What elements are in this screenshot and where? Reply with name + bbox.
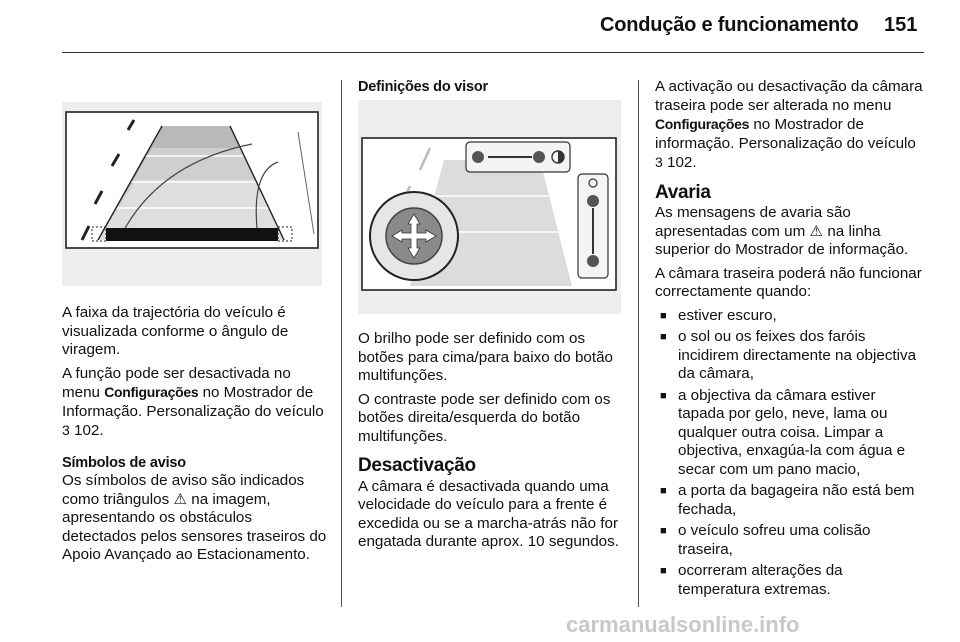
warning-symbols-paragraph [62, 472, 328, 565]
fault-heading: Avaria [655, 181, 711, 203]
text-span: As mensagens de avaria são apresentadas com um [655, 204, 851, 240]
display-settings-figure [358, 100, 621, 314]
list-item: ■ ocorreram alterações da temperatura extremas. [655, 562, 925, 599]
contrast-paragraph: O contraste pode ser definido com os botões direita/esquerda do botão multifunções. [358, 390, 611, 445]
settings-keyword: Configurações [655, 116, 750, 132]
list-item: ■ o veículo sofreu uma colisão traseira, [655, 522, 925, 559]
trajectory-illustration [62, 102, 322, 286]
page-reference-icon: 3 [62, 422, 70, 438]
activation-paragraph [655, 78, 925, 173]
header-rule [62, 52, 924, 53]
rear-camera-trajectory-figure [62, 102, 322, 286]
column-2-heading-block [358, 78, 624, 111]
malfunction-list [655, 307, 925, 600]
page-header-title: Condução e funcionamento [600, 14, 859, 36]
text-span: A função pode ser desactivada no menu [62, 364, 291, 401]
spacer [62, 446, 328, 454]
deactivate-paragraph [62, 365, 328, 441]
column-divider-1 [341, 80, 342, 607]
watermark: carmanualsonline.info [566, 612, 800, 637]
page-number: 151 [884, 14, 918, 36]
text-span: A activação ou desactivação da câmara traseira pode ser alterada no menu [655, 78, 923, 114]
malfunction-intro: A câmara traseira poderá não funcionar correctamente quando: [655, 264, 922, 300]
fault-messages-paragraph [655, 204, 925, 260]
deactivation-paragraph: A câmara é desactivada quando uma velocidade do veículo para a frente é excedida ou se a marcha-atrás não for engatada durante aprox. 10 segundos. [358, 477, 619, 550]
list-item: ■ o sol ou os feixes dos faróis incidirem directamente na objectiva da câmara, [655, 328, 925, 384]
column-divider-2 [638, 80, 639, 607]
column-2 [358, 330, 624, 557]
trajectory-paragraph: A faixa da trajectória do veículo é visualizada conforme o ângulo de viragem. [62, 304, 289, 358]
display-settings-heading: Definições do visor [358, 79, 488, 95]
warning-symbols-heading: Símbolos de aviso [62, 454, 186, 471]
text-span: na imagem, apresentando os obstáculos detectados pelos sensores traseiros do Apoio Avançado ao Estacionamento. [62, 490, 327, 563]
page-reference: 102. [662, 154, 697, 171]
settings-keyword: Configurações [104, 384, 199, 400]
text-span: no Mostrador de informação. Personalização do veículo [655, 116, 916, 152]
column-1 [62, 304, 328, 570]
page-reference-icon: 3 [655, 154, 663, 170]
list-item: ■ estiver escuro, [655, 307, 925, 326]
text-span: na linha superior do Mostrador de informação. [655, 222, 909, 258]
list-item: ■ a objectiva da câmara estiver tapada por gelo, neve, lama ou qualquer outra coisa. Limpar a objectiva, enxagúa-la com água e secar com um pano macio, [655, 387, 925, 480]
brightness-paragraph: O brilho pode ser definido com os botões para cima/para baixo do botão multifunções. [358, 330, 613, 384]
list-item: ■ a porta da bagageira não está bem fechada, [655, 482, 925, 519]
text-span: no Mostrador de Informação. Personalização do veículo [62, 384, 324, 420]
warning-triangle-icon: ⚠ [173, 490, 188, 508]
page-reference: 102. [69, 422, 104, 439]
deactivation-heading: Desactivação [358, 455, 476, 476]
display-settings-illustration [358, 100, 621, 314]
warning-triangle-icon: ⚠ [809, 222, 824, 240]
column-3 [655, 78, 925, 602]
text-span: Os símbolos de aviso são indicados como triângulos [62, 472, 305, 508]
